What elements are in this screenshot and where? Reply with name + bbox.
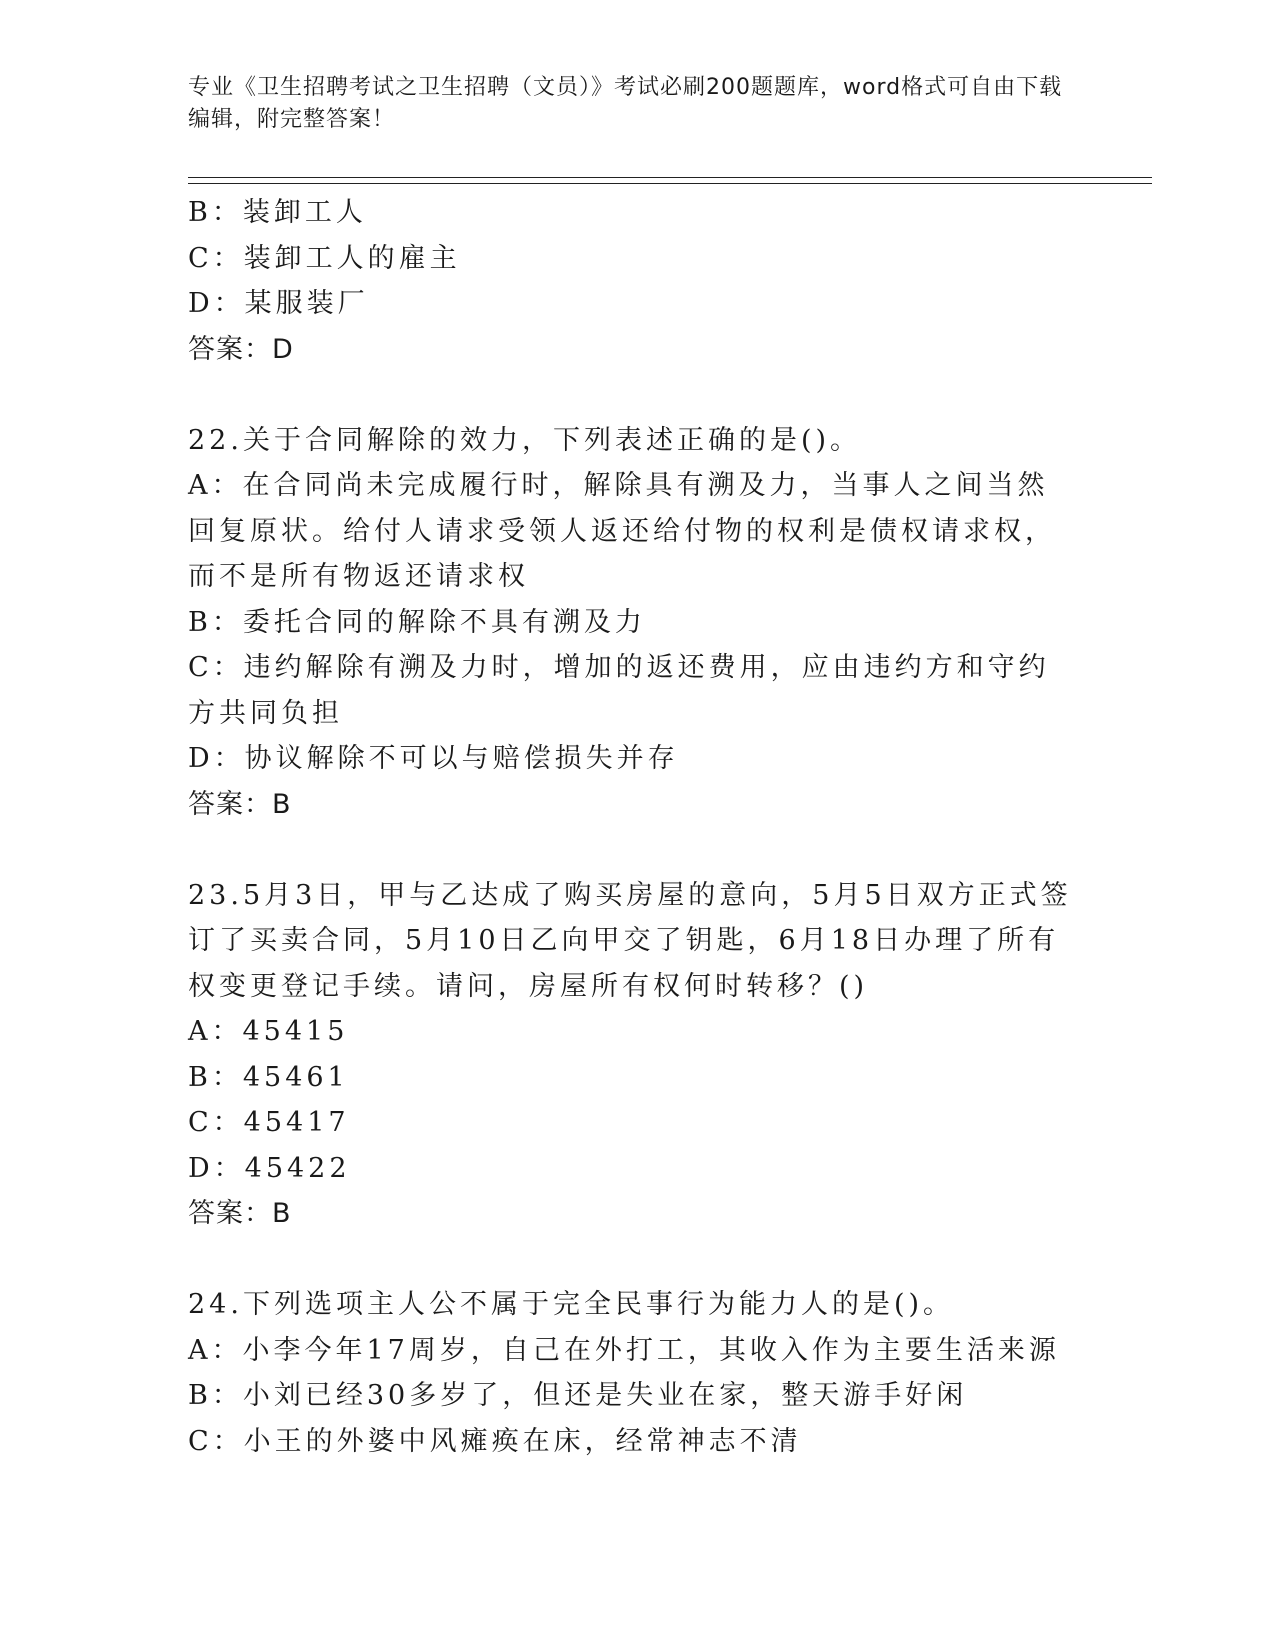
option-b: B：小刘已经30多岁了，但还是失业在家，整天游手好闲 bbox=[188, 1380, 968, 1411]
option-a: A：45415 bbox=[188, 1016, 349, 1047]
question-21 bbox=[188, 190, 1078, 372]
spacer bbox=[188, 1237, 1078, 1283]
option-b: B：45461 bbox=[188, 1061, 349, 1093]
option-a: A：小李今年17周岁，自己在外打工，其收入作为主要生活来源 bbox=[188, 1334, 1060, 1366]
question-text: 24.下列选项主人公不属于完全民事行为能力人的是()。 bbox=[188, 1289, 955, 1320]
answer: 答案：B bbox=[188, 1198, 292, 1229]
header-divider-bottom bbox=[188, 183, 1152, 184]
question-text: 22.关于合同解除的效力，下列表述正确的是()。 bbox=[188, 424, 862, 456]
option-a: A：在合同尚未完成履行时，解除具有溯及力，当事人之间当然回复原状。给付人请求受领人返还给付物的权利是债权请求权，而不是所有物返还请求权 bbox=[188, 470, 1056, 592]
option-b: B：装卸工人 bbox=[188, 197, 367, 228]
option-b: B：委托合同的解除不具有溯及力 bbox=[188, 606, 646, 638]
option-c: C：装卸工人的雇主 bbox=[188, 242, 461, 274]
question-24 bbox=[188, 1282, 1078, 1464]
option-d: D：协议解除不可以与赔偿损失并存 bbox=[188, 743, 679, 774]
question-content bbox=[188, 190, 1078, 1464]
document-header: 专业《卫生招聘考试之卫生招聘（文员）》考试必刷200题题库，word格式可自由下载编辑，附完整答案！ bbox=[188, 75, 1063, 132]
question-23 bbox=[188, 873, 1078, 1237]
option-c: C：小王的外婆中风瘫痪在床，经常神志不清 bbox=[188, 1425, 802, 1457]
answer: 答案：B bbox=[188, 788, 292, 820]
option-d: D：某服装厂 bbox=[188, 288, 369, 319]
option-d: D：45422 bbox=[188, 1152, 351, 1184]
question-22 bbox=[188, 418, 1078, 828]
header-divider-top bbox=[188, 177, 1152, 178]
spacer bbox=[188, 827, 1078, 873]
spacer bbox=[188, 372, 1078, 418]
answer: 答案：D bbox=[188, 333, 294, 365]
option-c: C：45417 bbox=[188, 1107, 350, 1138]
question-text: 23.5月3日，甲与乙达成了购买房屋的意向，5月5日双方正式签订了买卖合同，5月10日乙向甲交了钥匙，6月18日办理了所有权变更登记手续。请问，房屋所有权何时转移？() bbox=[188, 879, 1072, 1002]
option-c: C：违约解除有溯及力时，增加的返还费用，应由违约方和守约方共同负担 bbox=[188, 652, 1050, 729]
